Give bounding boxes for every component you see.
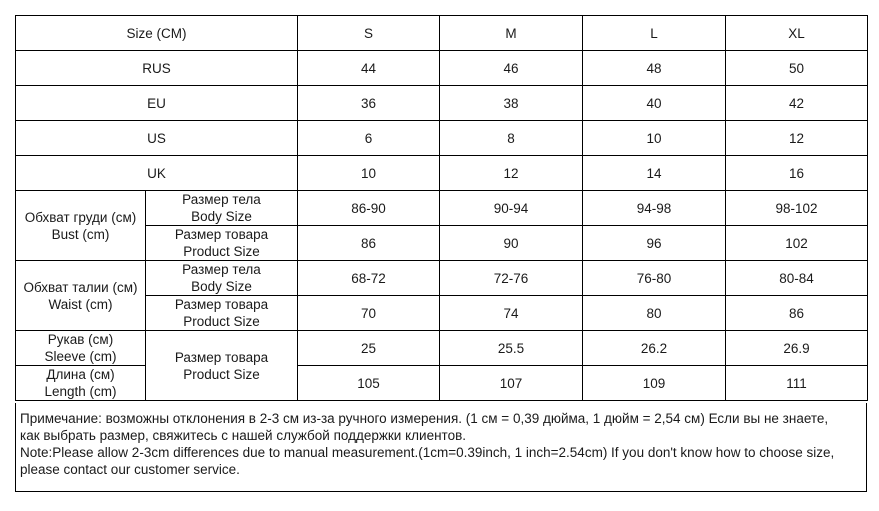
note-en-line-2: please contact our customer service. <box>20 462 240 477</box>
table-cell: 50 <box>726 51 868 86</box>
bust-label-ru: Обхват груди (см) <box>24 209 137 225</box>
table-cell: 42 <box>726 86 868 121</box>
table-cell: 8 <box>440 121 583 156</box>
header-row <box>16 16 868 51</box>
row-label: US <box>16 121 298 156</box>
rus-row <box>16 51 868 86</box>
uk-row <box>16 156 868 191</box>
table-cell: 40 <box>583 86 726 121</box>
table-cell: 96 <box>583 226 726 261</box>
table-cell: 12 <box>726 121 868 156</box>
table-cell: 38 <box>440 86 583 121</box>
table-cell: 86-90 <box>298 191 440 226</box>
product-size-ru: Размер товара <box>174 227 269 242</box>
note-ru-line-1: Примечание: возможны отклонения в 2-3 см из-за ручного измерения. (1 см = 0,39 дюйма, 1 дюйм = 2,54 см) Если вы не знаете, <box>20 411 829 426</box>
table-cell: 111 <box>726 366 868 401</box>
table-cell: 70 <box>298 296 440 331</box>
waist-label-ru: Обхват талии (см) <box>23 279 138 295</box>
table-cell: 105 <box>298 366 440 401</box>
table-cell: 90-94 <box>440 191 583 226</box>
table-cell: 74 <box>440 296 583 331</box>
size-xl-header: XL <box>726 16 868 51</box>
body-size-label <box>146 191 298 226</box>
size-chart-table <box>15 15 868 401</box>
waist-label <box>16 261 146 331</box>
table-cell: 26.2 <box>583 331 726 366</box>
size-label-cell: Size (CM) <box>16 16 298 51</box>
table-cell: 10 <box>298 156 440 191</box>
size-m-header: M <box>440 16 583 51</box>
table-cell: 90 <box>440 226 583 261</box>
product-size-en: Product Size <box>183 244 260 259</box>
body-size-en: Body Size <box>191 279 252 294</box>
bust-label-en: Bust (cm) <box>51 226 110 242</box>
size-s-header: S <box>298 16 440 51</box>
product-size-label <box>146 296 298 331</box>
table-cell: 6 <box>298 121 440 156</box>
table-cell: 25 <box>298 331 440 366</box>
body-size-ru: Размер тела <box>182 192 261 207</box>
table-cell: 80-84 <box>726 261 868 296</box>
body-size-en: Body Size <box>191 209 252 224</box>
bust-body-row <box>16 191 868 226</box>
note-en-line-1: Note:Please allow 2-3cm differences due to manual measurement.(1cm=0.39inch, 1 inch=2.54cm) If you don't know how to choose size, <box>20 445 835 460</box>
table-cell: 86 <box>298 226 440 261</box>
row-label: UK <box>16 156 298 191</box>
table-cell: 14 <box>583 156 726 191</box>
product-size-en: Product Size <box>183 314 260 329</box>
length-label-ru: Длина (см) <box>46 367 115 382</box>
measurement-note <box>15 403 867 492</box>
table-cell: 10 <box>583 121 726 156</box>
length-label <box>16 366 146 401</box>
waist-body-row <box>16 261 868 296</box>
table-cell: 16 <box>726 156 868 191</box>
eu-row <box>16 86 868 121</box>
table-cell: 12 <box>440 156 583 191</box>
product-size-en: Product Size <box>183 366 260 382</box>
table-cell: 44 <box>298 51 440 86</box>
table-cell: 46 <box>440 51 583 86</box>
sleeve-label-en: Sleeve (cm) <box>44 349 117 364</box>
table-cell: 48 <box>583 51 726 86</box>
table-cell: 109 <box>583 366 726 401</box>
sleeve-label-ru: Рукав (см) <box>47 332 114 347</box>
length-row <box>16 366 868 401</box>
table-cell: 76-80 <box>583 261 726 296</box>
row-label: EU <box>16 86 298 121</box>
table-cell: 26.9 <box>726 331 868 366</box>
table-cell: 102 <box>726 226 868 261</box>
product-size-label <box>146 226 298 261</box>
product-size-label <box>146 331 298 401</box>
note-ru-line-2: как выбрать размер, свяжитесь с нашей службой поддержки клиентов. <box>20 428 467 443</box>
row-label: RUS <box>16 51 298 86</box>
product-size-ru: Размер товара <box>174 297 269 312</box>
table-cell: 72-76 <box>440 261 583 296</box>
table-cell: 80 <box>583 296 726 331</box>
bust-label <box>16 191 146 261</box>
table-cell: 86 <box>726 296 868 331</box>
table-cell: 98-102 <box>726 191 868 226</box>
length-label-en: Length (cm) <box>44 384 117 399</box>
sleeve-row <box>16 331 868 366</box>
sleeve-label <box>16 331 146 366</box>
waist-label-en: Waist (cm) <box>48 296 113 312</box>
table-cell: 36 <box>298 86 440 121</box>
us-row <box>16 121 868 156</box>
table-cell: 94-98 <box>583 191 726 226</box>
product-size-ru: Размер товара <box>174 349 269 365</box>
table-cell: 68-72 <box>298 261 440 296</box>
table-cell: 25.5 <box>440 331 583 366</box>
body-size-ru: Размер тела <box>182 262 261 277</box>
table-cell: 107 <box>440 366 583 401</box>
size-l-header: L <box>583 16 726 51</box>
body-size-label <box>146 261 298 296</box>
